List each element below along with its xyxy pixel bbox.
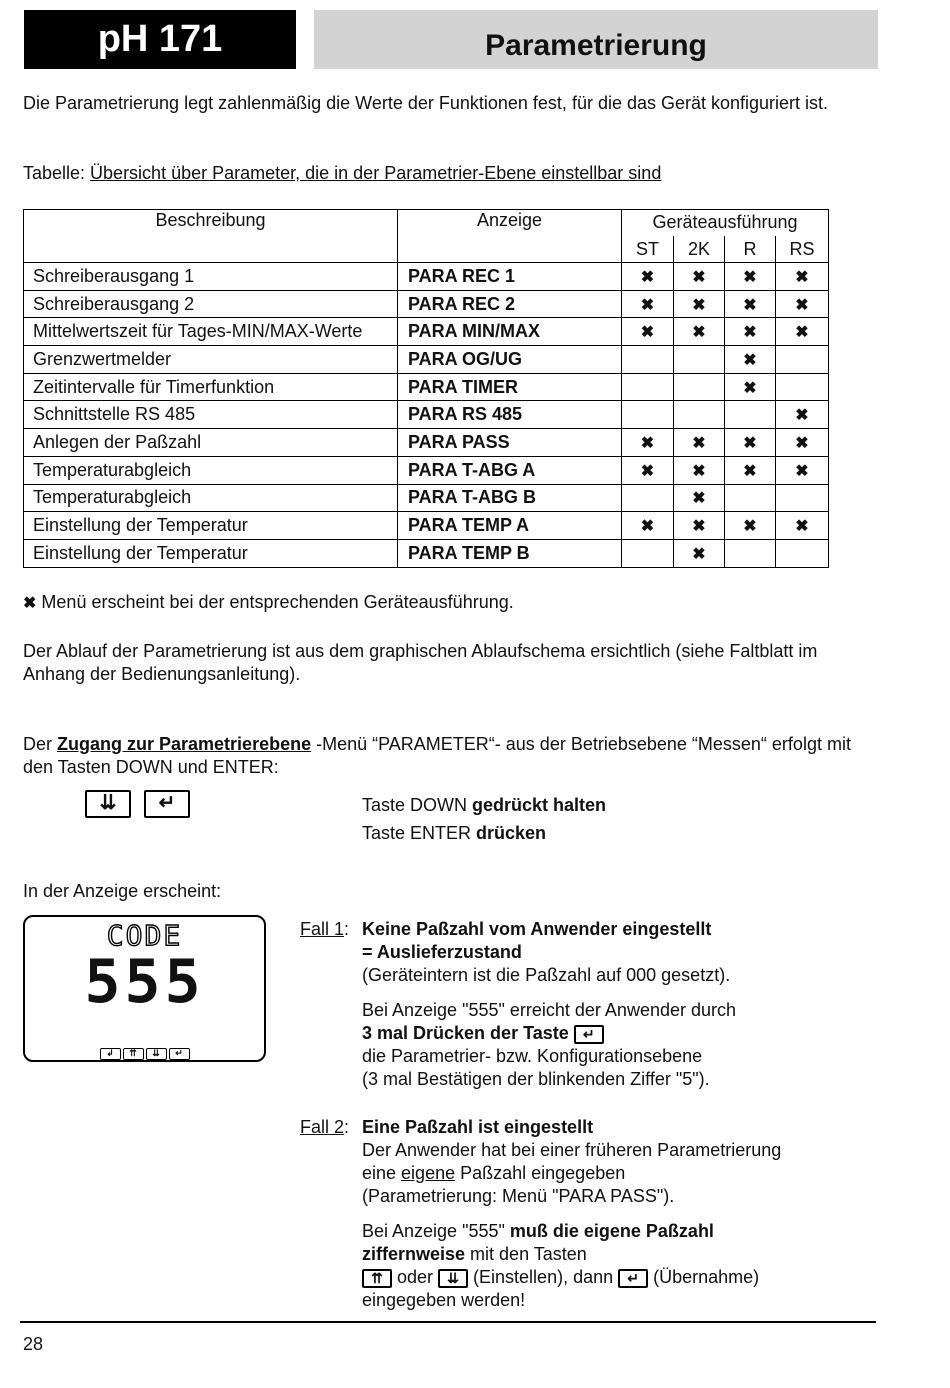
taste-enter-bold: drücken — [476, 823, 547, 843]
row-mark-r — [724, 429, 775, 457]
cross-icon: ✖ — [692, 324, 706, 342]
fall2-p2-bold2: ziffernweise — [362, 1244, 466, 1264]
row-mark-2k — [673, 401, 724, 429]
row-mark-rs — [775, 512, 828, 540]
cross-icon: ✖ — [795, 268, 809, 286]
up-key-icon: ⇈ — [123, 1048, 144, 1060]
fall2-colon: : — [344, 1117, 350, 1137]
row-mark-st — [621, 290, 673, 318]
row-mark-st — [621, 263, 673, 291]
row-beschreibung: Anlegen der Paßzahl — [24, 429, 398, 457]
enter-key-icon: ↵ — [574, 1025, 604, 1044]
model-title: pH 171 — [24, 10, 296, 69]
row-beschreibung: Temperaturabgleich — [24, 484, 398, 512]
zugang-bold: Zugang zur Parametrierebene — [57, 734, 312, 754]
fall2-line2-post: Paßzahl eingegeben — [455, 1163, 626, 1183]
cross-icon: ✖ — [640, 518, 655, 536]
display-value: 555 — [84, 947, 205, 1017]
table-row — [24, 318, 829, 346]
cross-icon: ✖ — [743, 518, 757, 536]
display-key-row — [25, 1043, 264, 1064]
row-mark-r — [724, 346, 775, 374]
row-mark-st — [621, 401, 673, 429]
row-anzeige: PARA OG/UG — [397, 346, 621, 374]
row-mark-2k — [673, 456, 724, 484]
row-beschreibung: Schreiberausgang 2 — [24, 290, 398, 318]
header-anzeige: Anzeige — [397, 210, 621, 263]
row-mark-2k — [673, 263, 724, 291]
row-mark-2k — [673, 318, 724, 346]
row-beschreibung: Einstellung der Temperatur — [24, 539, 398, 567]
table-row — [24, 512, 829, 540]
fall1-p2-line4: (3 mal Bestätigen der blinkenden Ziffer "5"). — [362, 1069, 710, 1089]
table-row — [24, 290, 829, 318]
fall2-last: eingegeben werden! — [362, 1290, 526, 1310]
row-anzeige: PARA TEMP B — [397, 539, 621, 567]
row-beschreibung: Schnittstelle RS 485 — [24, 401, 398, 429]
row-anzeige: PARA T-ABG A — [397, 456, 621, 484]
row-mark-r — [724, 539, 775, 567]
cross-icon: ✖ — [640, 462, 655, 480]
row-mark-rs — [775, 456, 828, 484]
fall2-line3: (Parametrierung: Menü "PARA PASS"). — [362, 1186, 675, 1206]
display-code: CODE — [106, 919, 183, 952]
row-beschreibung: Schreiberausgang 1 — [24, 263, 398, 291]
taste-down-text — [362, 794, 606, 817]
table-row — [24, 539, 829, 567]
enter-key-icon: ↵ — [169, 1048, 190, 1060]
cross-icon: ✖ — [640, 296, 655, 314]
fall2-label-text: Fall 2 — [300, 1117, 345, 1137]
row-mark-rs — [775, 539, 828, 567]
fall1-title-1: Keine Paßzahl vom Anwender eingestellt — [362, 919, 712, 939]
down-key-icon: ⇊ — [85, 790, 131, 818]
row-mark-st — [621, 373, 673, 401]
device-display — [23, 915, 266, 1062]
table-row — [24, 484, 829, 512]
down-key-icon: ⇊ — [438, 1269, 468, 1288]
fall1-label-text: Fall 1 — [300, 919, 345, 939]
row-anzeige: PARA REC 2 — [397, 290, 621, 318]
fall1-p2-bold: 3 mal Drücken der Taste — [362, 1023, 574, 1043]
fall2-oder: oder — [392, 1267, 439, 1287]
taste-down-bold: gedrückt halten — [472, 795, 607, 815]
row-mark-r — [724, 373, 775, 401]
cross-icon: ✖ — [692, 545, 706, 563]
cross-icon: ✖ — [743, 296, 757, 314]
fall2-p2-line3 — [362, 1266, 882, 1289]
table-row — [24, 429, 829, 457]
fall2-p2-line2 — [362, 1243, 882, 1266]
cross-icon: ✖ — [640, 324, 655, 342]
row-anzeige: PARA T-ABG B — [397, 484, 621, 512]
legend — [23, 591, 883, 614]
cross-icon: ✖ — [692, 434, 706, 452]
row-beschreibung: Einstellung der Temperatur — [24, 512, 398, 540]
row-anzeige: PARA MIN/MAX — [397, 318, 621, 346]
row-mark-st — [621, 429, 673, 457]
row-mark-r — [724, 263, 775, 291]
fall2-block — [362, 1116, 882, 1312]
fall2-title: Eine Paßzahl ist eingestellt — [362, 1117, 594, 1137]
row-mark-rs — [775, 318, 828, 346]
fall2-p2-line1 — [362, 1220, 882, 1243]
row-anzeige: PARA RS 485 — [397, 401, 621, 429]
cross-icon: ✖ — [692, 490, 706, 508]
fall2-line1: Der Anwender hat bei einer früheren Parametrierung — [362, 1140, 782, 1160]
row-mark-st — [621, 318, 673, 346]
table-header-row — [24, 210, 829, 263]
header-variant-st: ST — [622, 236, 674, 262]
table-caption — [23, 162, 883, 185]
cross-icon: ✖ — [692, 268, 706, 286]
anzeige-erscheint: In der Anzeige erscheint: — [23, 881, 222, 901]
cross-icon: ✖ — [692, 518, 706, 536]
row-mark-st — [621, 512, 673, 540]
cross-icon: ✖ — [743, 379, 757, 397]
section-title: Parametrierung — [314, 10, 878, 69]
table-row — [24, 373, 829, 401]
legend-text: Menü erscheint bei der entsprechenden Geräteausführung. — [41, 592, 514, 612]
row-beschreibung: Temperaturabgleich — [24, 456, 398, 484]
row-beschreibung: Mittelwertszeit für Tages-MIN/MAX-Werte — [24, 318, 398, 346]
table-caption-prefix: Tabelle: — [23, 163, 91, 183]
enter-key-icon: ↵ — [618, 1269, 648, 1288]
row-mark-2k — [673, 539, 724, 567]
row-mark-r — [724, 401, 775, 429]
cross-icon: ✖ — [795, 434, 809, 452]
fall1-label — [300, 918, 349, 941]
row-mark-2k — [673, 290, 724, 318]
fall1-p2-line1: Bei Anzeige "555" erreicht der Anwender durch — [362, 1000, 737, 1020]
fall1-block — [362, 918, 882, 1091]
cross-icon: ✖ — [692, 296, 706, 314]
zugang-text — [23, 733, 873, 779]
zugang-prefix: Der — [23, 734, 58, 754]
taste-down-normal: Taste DOWN — [362, 795, 473, 815]
fall2-uebernahme: (Übernahme) — [648, 1267, 760, 1287]
header-ausfuehrung: Geräteausführung — [652, 212, 798, 232]
cross-icon: ✖ — [743, 324, 757, 342]
cross-icon: ✖ — [795, 296, 809, 314]
key-combo — [85, 790, 190, 818]
row-anzeige: PARA TIMER — [397, 373, 621, 401]
table-row — [24, 346, 829, 374]
header-beschreibung: Beschreibung — [24, 210, 398, 263]
cross-icon: ✖ — [743, 434, 757, 452]
cross-icon: ✖ — [795, 324, 809, 342]
cross-icon: ✖ — [23, 595, 37, 612]
header-variant-rs: RS — [789, 239, 815, 259]
table-row — [24, 401, 829, 429]
row-mark-r — [724, 484, 775, 512]
row-beschreibung: Grenzwertmelder — [24, 346, 398, 374]
row-mark-rs — [775, 263, 828, 291]
row-mark-2k — [673, 484, 724, 512]
header-ausfuehrung-cell — [621, 210, 828, 263]
row-mark-rs — [775, 346, 828, 374]
fall1-p2-line3: die Parametrier- bzw. Konfigurationsebene — [362, 1046, 703, 1066]
row-mark-rs — [775, 373, 828, 401]
page-number: 28 — [23, 1334, 44, 1354]
fall2-line2-u: eigene — [401, 1163, 456, 1183]
cross-icon: ✖ — [743, 462, 757, 480]
row-mark-r — [724, 290, 775, 318]
fall1-colon: : — [344, 919, 350, 939]
row-mark-rs — [775, 484, 828, 512]
cross-icon: ✖ — [743, 351, 757, 369]
row-anzeige: PARA PASS — [397, 429, 621, 457]
fall1-title-2: = Auslieferzustand — [362, 942, 522, 962]
cross-icon: ✖ — [795, 518, 809, 536]
fall2-p2-pre: Bei Anzeige "555" — [362, 1221, 510, 1241]
fall2-label — [300, 1116, 349, 1139]
parameter-table — [23, 209, 829, 568]
taste-enter-normal: Taste ENTER — [362, 823, 477, 843]
cross-icon: ✖ — [640, 268, 655, 286]
down-key-icon: ⇊ — [146, 1048, 167, 1060]
row-mark-st — [621, 484, 673, 512]
left-key-icon: ↲ — [100, 1048, 121, 1060]
row-mark-st — [621, 456, 673, 484]
row-mark-2k — [673, 512, 724, 540]
footer-rule — [20, 1321, 876, 1323]
row-mark-rs — [775, 290, 828, 318]
row-anzeige: PARA REC 1 — [397, 263, 621, 291]
cross-icon: ✖ — [795, 407, 809, 425]
row-mark-st — [621, 346, 673, 374]
table-row — [24, 456, 829, 484]
row-mark-r — [724, 456, 775, 484]
zugang-rest: -Menü “PARAMETER“- aus der Betriebsebene “Messen“ erfolgt mit den Tasten DOWN und ENTER: — [23, 734, 851, 777]
row-mark-rs — [775, 401, 828, 429]
fall1-note: (Geräteintern ist die Paßzahl auf 000 gesetzt). — [362, 965, 731, 985]
table-caption-title: Übersicht über Parameter, die in der Parametrier-Ebene einstellbar sind — [90, 163, 662, 183]
row-mark-2k — [673, 346, 724, 374]
cross-icon: ✖ — [640, 434, 655, 452]
header-variant-r: R — [725, 236, 776, 262]
fall2-p2-bold1: muß die eigene Paßzahl — [509, 1221, 714, 1241]
row-mark-rs — [775, 429, 828, 457]
row-anzeige: PARA TEMP A — [397, 512, 621, 540]
fall2-line2-pre: eine — [362, 1163, 402, 1183]
row-mark-r — [724, 512, 775, 540]
row-mark-r — [724, 318, 775, 346]
taste-enter-text — [362, 822, 546, 845]
intro-text: Die Parametrierung legt zahlenmäßig die Werte der Funktionen fest, für die das Gerät konfiguriert ist. — [23, 93, 829, 113]
cross-icon: ✖ — [692, 462, 706, 480]
row-beschreibung: Zeitintervalle für Timerfunktion — [24, 373, 398, 401]
row-mark-st — [621, 539, 673, 567]
enter-key-icon: ↵ — [144, 790, 190, 818]
fall2-einstellen: (Einstellen), dann — [468, 1267, 619, 1287]
fall2-p2-rest: mit den Tasten — [465, 1244, 587, 1264]
row-mark-2k — [673, 373, 724, 401]
row-mark-2k — [673, 429, 724, 457]
cross-icon: ✖ — [795, 462, 809, 480]
ablauf-text: Der Ablauf der Parametrierung ist aus dem graphischen Ablaufschema ersichtlich (siehe Faltblatt im Anhang der Bedienungsanleitung). — [23, 641, 818, 684]
up-key-icon: ⇈ — [362, 1269, 392, 1288]
header-variant-2k: 2K — [674, 236, 725, 262]
cross-icon: ✖ — [743, 268, 757, 286]
fall2-line2 — [362, 1162, 882, 1185]
table-row — [24, 263, 829, 291]
